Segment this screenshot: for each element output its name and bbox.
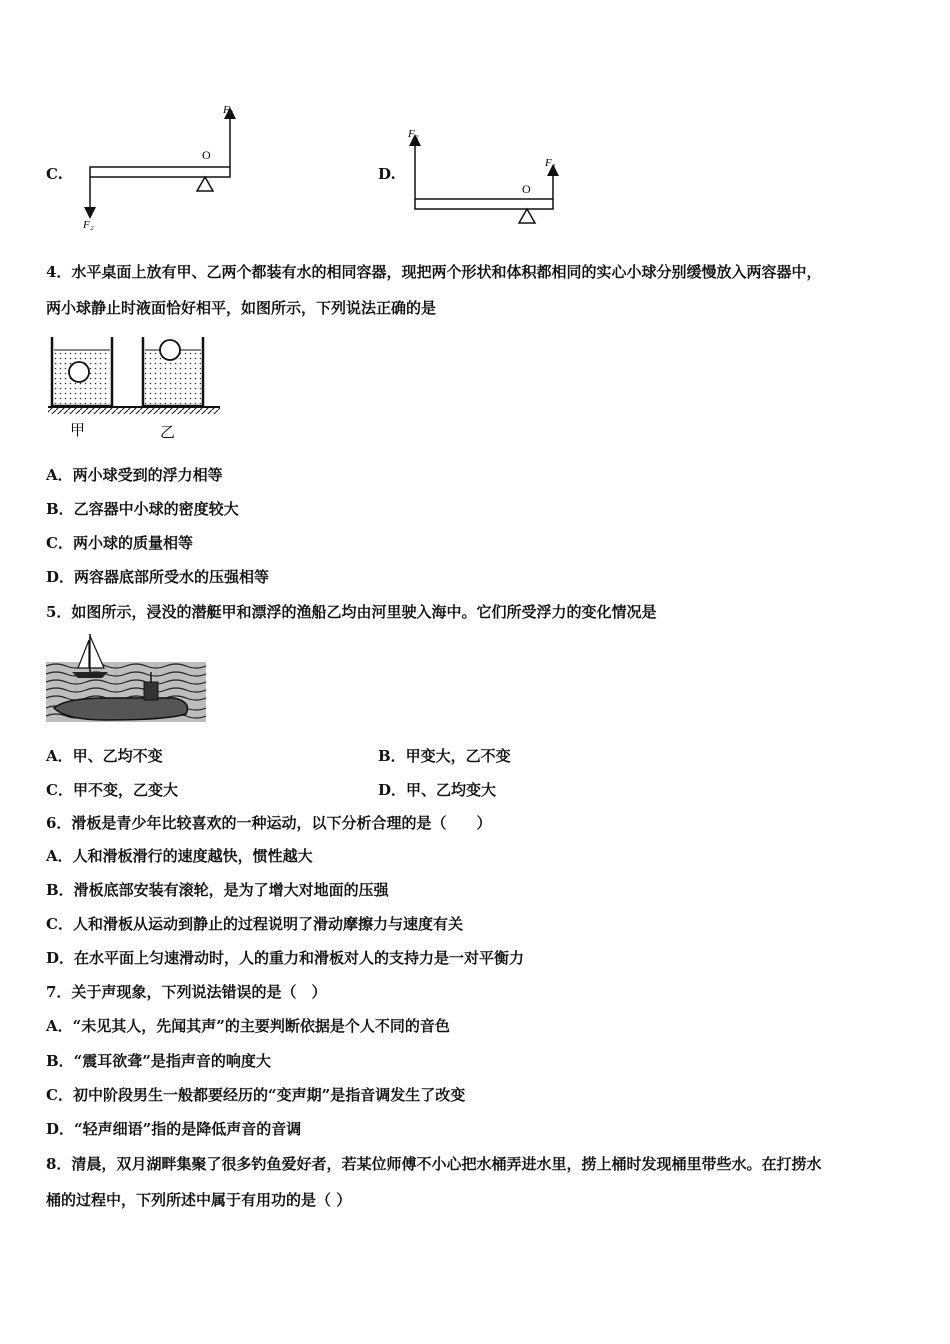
q5-option-d[interactable]: D．甲、乙均变大: [378, 781, 497, 799]
f2-label: F₂: [408, 128, 419, 140]
q4-stem-line2: 两小球静止时液面恰好相平，如图所示，下列说法正确的是: [46, 299, 437, 317]
q4-stem-line1: 4．水平桌面上放有甲、乙两个都装有水的相同容器，现把两个形状和体积都相同的实心小球分别缓慢放入两容器中，: [46, 263, 822, 281]
q5-option-c[interactable]: C．甲不变，乙变大: [46, 781, 178, 799]
q4-option-b[interactable]: B．乙容器中小球的密度较大: [46, 500, 239, 518]
ball-left: [69, 362, 89, 382]
f2-label: F₂: [83, 219, 94, 231]
q7-option-b[interactable]: B．“震耳欲聋”是指声音的响度大: [46, 1052, 271, 1070]
q7-option-d[interactable]: D．“轻声细语”指的是降低声音的音调: [46, 1120, 302, 1138]
q6-stem: 6．滑板是青少年比较喜欢的一种运动，以下分析合理的是（ ）: [46, 814, 492, 832]
lever-figure-c: [80, 95, 250, 235]
pivot-label: O: [522, 182, 531, 196]
q6-option-a[interactable]: A．人和滑板滑行的速度越快，惯性越大: [46, 847, 313, 865]
pivot-label: O: [202, 148, 211, 162]
lever-bar: [415, 199, 553, 209]
q7-option-a[interactable]: A．“未见其人，先闻其声”的主要判断依据是个人不同的音色: [46, 1017, 450, 1035]
label-yi: 乙: [160, 425, 176, 441]
f1-label: F₁: [545, 157, 556, 169]
q4-option-a[interactable]: A．两小球受到的浮力相等: [46, 466, 223, 484]
lever-figure-d: [405, 122, 565, 232]
q5-option-a[interactable]: A．甲、乙均不变: [46, 747, 163, 765]
ball-right: [160, 340, 180, 360]
tabletop-hatch: [48, 408, 220, 414]
option-d-label: D.: [378, 165, 396, 183]
q6-option-b[interactable]: B．滑板底部安装有滚轮，是为了增大对地面的压强: [46, 881, 389, 899]
q5-option-b[interactable]: B．甲变大，乙不变: [378, 747, 511, 765]
containers-figure: [44, 332, 224, 442]
q8-stem-line1: 8．清晨，双月湖畔集聚了很多钓鱼爱好者，若某位师傅不小心把水桶弄进水里，捞上桶时发现桶里带些水。在打捞水: [46, 1155, 822, 1173]
q8-stem-line2: 桶的过程中，下列所述中属于有用功的是（ ）: [46, 1191, 352, 1209]
q7-option-c[interactable]: C．初中阶段男生一般都要经历的“变声期”是指音调发生了改变: [46, 1086, 466, 1104]
q5-stem: 5．如图所示，浸没的潜艇甲和漂浮的渔船乙均由河里驶入海中。它们所受浮力的变化情况是: [46, 603, 657, 621]
lever-bar: [90, 167, 230, 177]
label-jia: 甲: [70, 423, 86, 439]
q6-option-d[interactable]: D．在水平面上匀速滑动时，人的重力和滑板对人的支持力是一对平衡力: [46, 949, 525, 967]
option-c-label: C.: [46, 165, 63, 183]
q7-stem: 7．关于声现象，下列说法错误的是（ ）: [46, 983, 327, 1001]
boat-submarine-figure: [46, 632, 206, 724]
f1-label: F₁: [223, 104, 234, 116]
fulcrum-icon: [197, 177, 213, 191]
fulcrum-icon: [519, 209, 535, 223]
q4-option-d[interactable]: D．两容器底部所受水的压强相等: [46, 568, 270, 586]
q4-option-c[interactable]: C．两小球的质量相等: [46, 534, 193, 552]
q6-option-c[interactable]: C．人和滑板从运动到静止的过程说明了滑动摩擦力与速度有关: [46, 915, 463, 933]
